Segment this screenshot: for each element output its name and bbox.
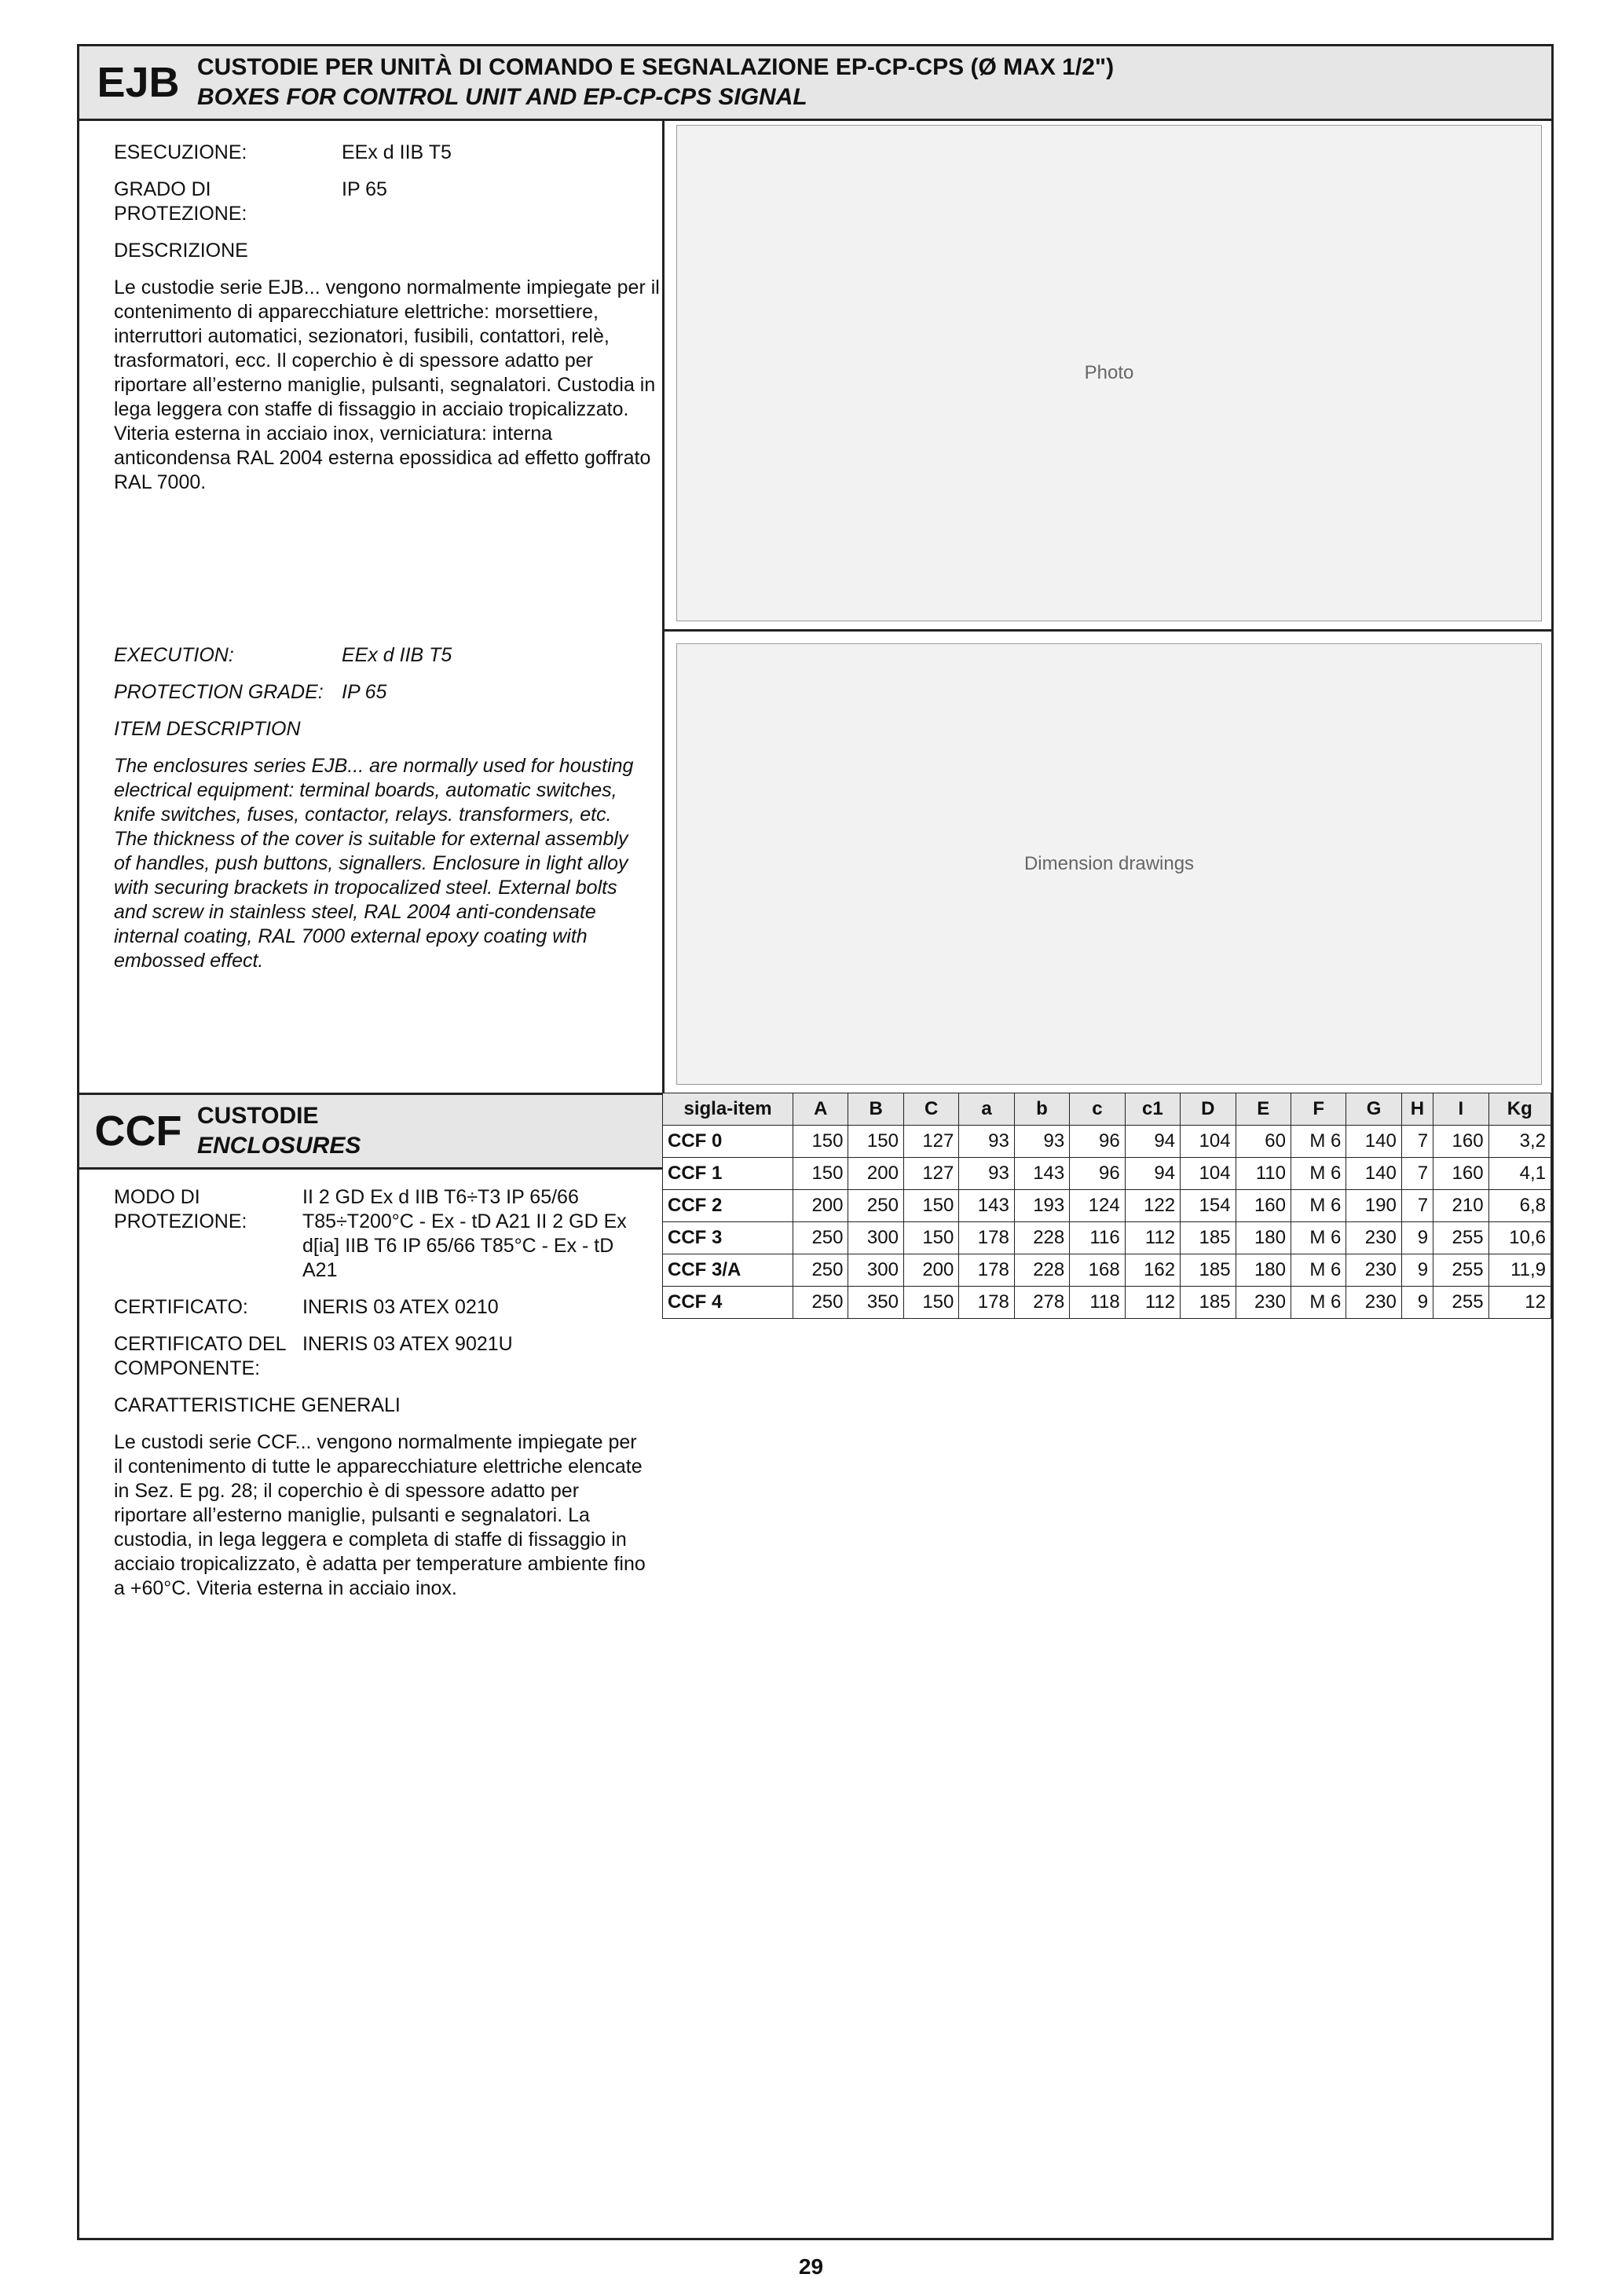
ccf-dimension-table bbox=[662, 1093, 1551, 1319]
dimension-drawings: Dimension drawings bbox=[676, 643, 1542, 1085]
box-photo: Photo bbox=[676, 125, 1542, 621]
ccf-title-it: CUSTODIE bbox=[197, 1103, 319, 1129]
ejb-header bbox=[79, 46, 1551, 121]
table-row: CCF 1 150 200 127 93 143 96 94 104 110 M 6 140 7 160 4,1 bbox=[663, 1158, 1551, 1190]
ejb-title-it: CUSTODIE PER UNITÀ DI COMANDO E SEGNALAZIONE EP-CP-CPS (Ø MAX 1/2") bbox=[197, 54, 1115, 80]
ccf-it-description: Le custodi serie CCF... vengono normalmente impiegate per il contenimento di tutte le apparecchiature elettriche elencate in Sez. E pg. 28; il coperchio è di spessore adatto per riportare all’esterno maniglie, pulsanti e segnalatori. La custodia, in lega leggera e completa di staffe di fissaggio in acciaio tropicalizzato, è adatta per temperature ambiente fino a +60°C. Viteria esterna in acciaio inox. bbox=[114, 1431, 646, 1599]
ejb-en-description: The enclosures series EJB... are normally used for housting electrical equipment: terminal boards, automatic switches, knife switches, fuses, contactor, relays. transformers, etc. The thickness of the cover is suitable for external assembly of handles, push buttons, signallers. Enclosure in light alloy with securing brackets in tropocalized steel. External bolts and screw in stainless steel, RAL 2004 anti-condensate internal coating, RAL 7000 external epoxy coating with embossed effect. bbox=[114, 755, 634, 972]
ejb-it-description: Le custodie serie EJB... vengono normalmente impiegate per il contenimento di apparecchiature elettriche: morsettiere, interruttori automatici, sezionatori, fusibili, contattori, relè, trasformatori, ecc. Il coperchio è di spessore adatto per riportare all’esterno maniglie, pulsanti, segnalatori. Custodia in lega leggera con staffe di fissaggio in acciaio tropicalizzato. Viteria esterna in acciaio inox, verniciatura: interna anticondensa RAL 2004 esterna epossidica ad effetto goffrato RAL 7000. bbox=[114, 276, 660, 493]
table-row: CCF 3 250 300 150 178 228 116 112 185 180 M 6 230 9 255 10,6 bbox=[663, 1222, 1551, 1254]
page-frame bbox=[77, 44, 1554, 2240]
ccf-code: CCF bbox=[94, 1108, 182, 1155]
table-row: CCF 3/A 250 300 200 178 228 168 162 185 180 M 6 230 9 255 11,9 bbox=[663, 1254, 1551, 1287]
table-row: CCF 4 250 350 150 178 278 118 112 185 230 M 6 230 9 255 12 bbox=[663, 1287, 1551, 1319]
table-row: CCF 0 150 150 127 93 93 96 94 104 60 M 6 140 7 160 3,2 bbox=[663, 1126, 1551, 1158]
ccf-header bbox=[79, 1093, 662, 1170]
ejb-en-spec: EXECUTION: EEx d IIB T5 PROTECTION GRADE: IP 65 ITEM DESCRIPTION The enclosures series EJB... are normally used for housting electrical equipment: terminal boards, automatic switches, knife switches, fuses, contactor, relays. transformers, etc. The thickness of the cover is suitable for external assembly of handles, push buttons, signallers. Enclosure in light alloy with securing brackets in tropocalized steel. External bolts and screw in stainless steel, RAL 2004 anti-condensate internal coating, RAL 7000 external epoxy coating with embossed effect. bbox=[114, 643, 648, 986]
ejb-title-en: BOXES FOR CONTROL UNIT AND EP-CP-CPS SIGNAL bbox=[197, 84, 807, 110]
ccf-title-en: ENCLOSURES bbox=[197, 1133, 361, 1159]
ccf-it-spec: MODO DI PROTEZIONE: II 2 GD Ex d IIB T6÷T3 IP 65/66 T85÷T200°C - Ex - tD A21 II 2 GD Ex d[ia] IIB T6 IP 65/66 T85°C - Ex - tD A21 CERTIFICATO: INERIS 03 ATEX 0210 CERTIFICATO DEL COMPONENTE: INERIS 03 ATEX 9021U CARATTERISTICHE GENERALI Le custodi serie CCF... vengono normalmente impiegate per il contenimento di tutte le apparecchiature elettriche elencate in Sez. E pg. 28; il coperchio è di spessore adatto per riportare all’esterno maniglie, pulsanti e segnalatori. La custodia, in lega leggera e completa di staffe di fissaggio in acciaio tropicalizzato, è adatta per temperature ambiente fino a +60°C. Viteria esterna in acciaio inox. bbox=[114, 1185, 648, 1613]
ejb-it-spec: ESECUZIONE: EEx d IIB T5 GRADO DI PROTEZIONE: IP 65 DESCRIZIONE Le custodie serie EJB... vengono normalmente impiegate per il contenimento di apparecchiature elettriche: morsettiere, interruttori automatici, sezionatori, fusibili, contattori, relè, trasformatori, ecc. Il coperchio è di spessore adatto per riportare all’esterno maniglie, pulsanti, segnalatori. Custodia in lega leggera con staffe di fissaggio in acciaio tropicalizzato. Viteria esterna in acciaio inox, verniciatura: interna anticondensa RAL 2004 esterna epossidica ad effetto goffrato RAL 7000. bbox=[114, 141, 664, 507]
ejb-code: EJB bbox=[97, 59, 180, 106]
table-row: CCF 2 200 250 150 143 193 124 122 154 160 M 6 190 7 210 6,8 bbox=[663, 1190, 1551, 1222]
table-header-row: sigla-item A B C a b c c1 D E F G H I Kg bbox=[663, 1093, 1551, 1126]
page-number: 29 bbox=[798, 2254, 824, 2279]
